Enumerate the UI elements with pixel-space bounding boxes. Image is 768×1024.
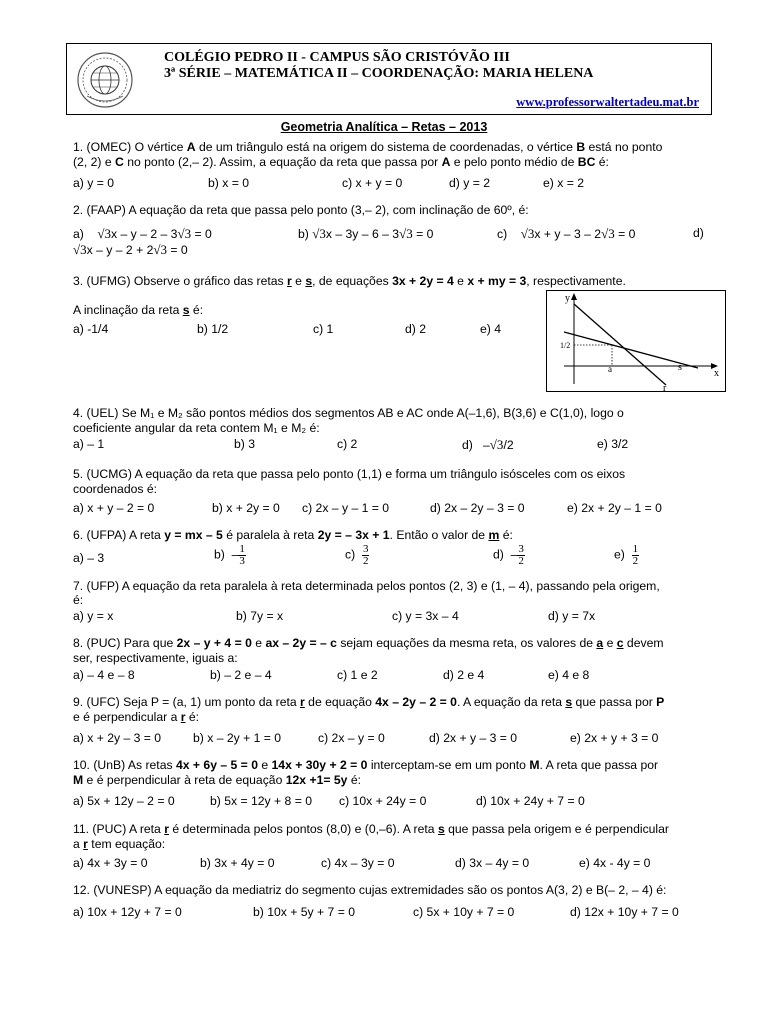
q5-option-b: b) x + 2y = 0: [212, 501, 280, 515]
q10-stem-line2: M e é perpendicular à reta de equação 12x +1= 5y é:: [73, 773, 361, 787]
q9-option-c: c) 2x – y = 0: [318, 731, 385, 745]
q2-option-d-label: d): [693, 226, 704, 240]
q1-option-c: c) x + y = 0: [342, 176, 403, 190]
graph-a-label: a: [608, 364, 612, 374]
q8-option-e: e) 4 e 8: [548, 668, 590, 682]
q3-option-e: e) 4: [480, 322, 502, 336]
q4-stem-line1: 4. (UEL) Se M₁ e M₂ são pontos médios dos segmentos AB e AC onde A(–1,6), B(3,6) e C(1,0), logo o: [73, 406, 624, 420]
q6-option-d: d) – $\frac{3}{2}$: [493, 543, 524, 567]
q8-stem-line2: ser, respectivamente, iguais a:: [73, 651, 238, 665]
graph-half-label: 1/2: [560, 341, 571, 350]
q10-stem-line1: 10. (UnB) As retas 4x + 6y – 5 = 0 e 14x + 30y + 2 = 0 interceptam-se em um ponto M. A reta que passa por: [73, 758, 659, 772]
q7-option-c: c) y = 3x – 4: [392, 609, 459, 623]
q6-option-b: b) – $\frac{1}{3}$: [214, 543, 245, 567]
q7-option-a: a) y = x: [73, 609, 114, 623]
q9-option-d: d) 2x + y – 3 = 0: [429, 731, 518, 745]
q11-option-d: d) 3x – 4y = 0: [455, 856, 530, 870]
q10-option-b: b) 5x = 12y + 8 = 0: [210, 794, 312, 808]
q2-option-b: b) √3x – 3y – 6 – 3√3 = 0: [298, 226, 434, 241]
q9-stem-line2: e é perpendicular a r é:: [73, 710, 200, 724]
graph-y-label: y: [565, 293, 570, 304]
school-name: COLÉGIO PEDRO II - CAMPUS SÃO CRISTÓVÃO III: [164, 50, 510, 65]
line-r: [574, 304, 666, 385]
q3-option-b: b) 1/2: [197, 322, 229, 336]
q1-stem-line2: (2, 2) e C no ponto (2,– 2). Assim, a equação da reta que passa por A e pelo ponto médio de BC é:: [73, 155, 609, 169]
q7-option-b: b) 7y = x: [236, 609, 284, 623]
q10-option-a: a) 5x + 12y – 2 = 0: [73, 794, 175, 808]
q12-option-b: b) 10x + 5y + 7 = 0: [253, 905, 355, 919]
q3-line-graph: [546, 290, 726, 392]
q5-stem-line1: 5. (UCMG) A equação da reta que passa pelo ponto (1,1) e forma um triângulo isósceles com os eixos: [73, 467, 626, 481]
q3-option-a: a) -1/4: [73, 322, 109, 336]
q6-option-a: a) – 3: [73, 551, 105, 565]
q2-option-c: c) √3x + y – 3 – 2√3 = 0: [497, 226, 636, 241]
q1-option-a: a) y = 0: [73, 176, 114, 190]
graph-frame: [547, 291, 726, 392]
q12-option-a: a) 10x + 12y + 7 = 0: [73, 905, 182, 919]
q4-option-b: b) 3: [234, 437, 256, 451]
q11-option-e: e) 4x - 4y = 0: [579, 856, 651, 870]
q1-stem-line1: 1. (OMEC) O vértice A de um triângulo está na origem do sistema de coordenadas, o vértice B está no ponto: [73, 140, 663, 154]
q7-stem-line2: é:: [73, 593, 84, 607]
q8-option-a: a) – 4 e – 8: [73, 668, 135, 682]
globe-emblem-icon: [75, 50, 135, 110]
q7-option-d: d) y = 7x: [548, 609, 596, 623]
q12-stem: 12. (VUNESP) A equação da mediatriz do segmento cujas extremidades são os pontos A(3, 2) e B(– 2, – 4) é:: [73, 883, 667, 897]
q4-option-c: c) 2: [337, 437, 358, 451]
q11-stem-line2: a r tem equação:: [73, 837, 166, 851]
y-axis-arrow: [571, 293, 577, 300]
q5-option-c: c) 2x – y – 1 = 0: [302, 501, 390, 515]
q5-option-a: a) x + y – 2 = 0: [73, 501, 155, 515]
q8-stem-line1: 8. (PUC) Para que 2x – y + 4 = 0 e ax – 2y = – c sejam equações da mesma reta, os valores de a e c devem: [73, 636, 664, 650]
course-line: 3ª SÉRIE – MATEMÁTICA II – COORDENAÇÃO: MARIA HELENA: [164, 66, 594, 81]
q11-stem-line1: 11. (PUC) A reta r é determinada pelos pontos (8,0) e (0,–6). A reta s que passa pela origem e é perpendicular: [73, 822, 669, 836]
q4-option-a: a) – 1: [73, 437, 105, 451]
q3-option-c: c) 1: [313, 322, 334, 336]
q4-option-e: e) 3/2: [597, 437, 629, 451]
q6-option-e: e) $\frac{1}{2}$: [614, 543, 639, 567]
q2-option-a: a) √3x – y – 2 – 3√3 = 0: [73, 226, 212, 241]
q5-stem-line2: coordenados é:: [73, 482, 158, 496]
graph-x-label: x: [714, 368, 719, 379]
q1-option-b: b) x = 0: [208, 176, 249, 190]
q9-stem-line1: 9. (UFC) Seja P = (a, 1) um ponto da reta r de equação 4x – 2y – 2 = 0. A equação da reta s que passa por P: [73, 695, 665, 709]
website-link[interactable]: www.professorwaltertadeu.mat.br: [516, 95, 699, 109]
q10-option-d: d) 10x + 24y + 7 = 0: [476, 794, 585, 808]
q10-option-c: c) 10x + 24y = 0: [339, 794, 427, 808]
q8-option-c: c) 1 e 2: [337, 668, 378, 682]
q3-option-d: d) 2: [405, 322, 427, 336]
q12-option-d: d) 12x + 10y + 7 = 0: [570, 905, 679, 919]
q7-stem-line1: 7. (UFP) A equação da reta paralela à reta determinada pelos pontos (2, 3) e (1, – 4), passando pela origem,: [73, 579, 660, 593]
header-box: [66, 43, 712, 115]
q6-option-c: c) $\frac{3}{2}$: [345, 543, 369, 567]
q1-option-d: d) y = 2: [449, 176, 490, 190]
q2-stem: 2. (FAAP) A equação da reta que passa pelo ponto (3,– 2), com inclinação de 60º, é:: [73, 203, 529, 217]
page-title: Geometria Analítica – Retas – 2013: [280, 120, 488, 134]
q5-option-e: e) 2x + 2y – 1 = 0: [567, 501, 662, 515]
q5-option-d: d) 2x – 2y – 3 = 0: [430, 501, 525, 515]
q12-option-c: c) 5x + 10y + 7 = 0: [413, 905, 515, 919]
q6-stem: 6. (UFPA) A reta y = mx – 5 é paralela à reta 2y = – 3x + 1. Então o valor de m é:: [73, 528, 513, 542]
q9-option-a: a) x + 2y – 3 = 0: [73, 731, 162, 745]
graph-r-label: r: [663, 383, 667, 392]
q3-stem: 3. (UFMG) Observe o gráfico das retas r e s, de equações 3x + 2y = 4 e x + my = 3, respectivamente.: [73, 274, 626, 288]
q3-question: A inclinação da reta s é:: [73, 303, 204, 317]
q11-option-b: b) 3x + 4y = 0: [200, 856, 275, 870]
q4-stem-line2: coeficiente angular da reta contem M₁ e M₂ é:: [73, 421, 320, 435]
q11-option-a: a) 4x + 3y = 0: [73, 856, 148, 870]
q8-option-b: b) – 2 e – 4: [210, 668, 272, 682]
q9-option-e: e) 2x + y + 3 = 0: [570, 731, 659, 745]
q1-option-e: e) x = 2: [543, 176, 584, 190]
q11-option-c: c) 4x – 3y = 0: [321, 856, 395, 870]
q4-option-d: d) –√3/2: [462, 437, 514, 452]
q9-option-b: b) x – 2y + 1 = 0: [193, 731, 282, 745]
q8-option-d: d) 2 e 4: [443, 668, 485, 682]
graph-s-label: s: [678, 362, 682, 373]
q2-option-d: √3x – y – 2 + 2√3 = 0: [73, 242, 188, 257]
